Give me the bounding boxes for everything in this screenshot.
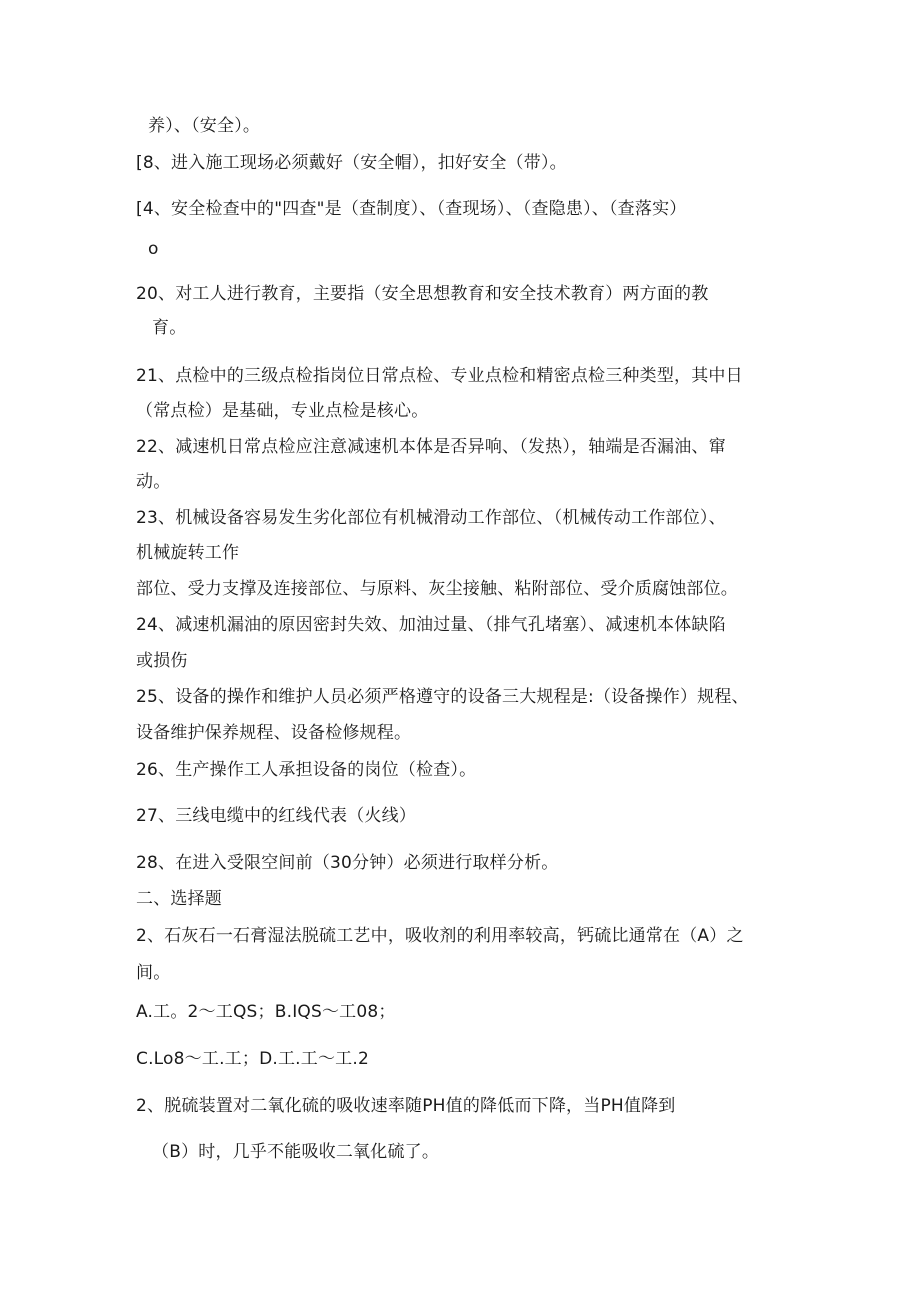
- text-line: o: [148, 239, 159, 259]
- section-heading: 二、选择题: [136, 889, 222, 909]
- text-line: 25、设备的操作和维护人员必须严格遵守的设备三大规程是:（设备操作）规程、: [136, 687, 749, 707]
- text-line: 20、对工人进行教育，主要指（安全思想教育和安全技术教育）两方面的教: [136, 284, 709, 304]
- text-line: 育。: [152, 318, 187, 338]
- text-line: 27、三线电缆中的红线代表（火线）: [136, 806, 417, 826]
- text-line: 机械旋转工作: [136, 543, 240, 563]
- option-line: A.工。2～工QS；B.IQS～工08；: [136, 1002, 396, 1022]
- option-line: C.Lo8～工.工；D.工.工～工.2: [136, 1049, 369, 1069]
- text-line: 22、减速机日常点检应注意减速机本体是否异响、（发热），轴端是否漏油、窜: [136, 437, 726, 457]
- text-line: 或损伤: [136, 651, 188, 671]
- text-line: （B）时，几乎不能吸收二氧化硫了。: [152, 1142, 440, 1162]
- text-line: 23、机械设备容易发生劣化部位有机械滑动工作部位、（机械传动工作部位）、: [136, 508, 726, 528]
- text-line: [8、进入施工现场必须戴好（安全帽），扣好安全（带）。: [136, 153, 567, 173]
- text-line: （常点检）是基础，专业点检是核心。: [136, 401, 429, 421]
- text-line: 动。: [136, 472, 171, 492]
- text-line: 部位、受力支撑及连接部位、与原料、灰尘接触、粘附部位、受介质腐蚀部位。: [136, 579, 738, 599]
- text-line: [4、安全检查中的"四查"是（查制度）、（查现场）、（查隐患）、（查落实）: [136, 199, 687, 219]
- text-line: 养）、（安全）。: [148, 116, 261, 136]
- text-line: 2、脱硫装置对二氧化硫的吸收速率随PH值的降低而下降，当PH值降到: [136, 1096, 676, 1116]
- text-line: 设备维护保养规程、设备检修规程。: [136, 723, 412, 743]
- text-line: 21、点检中的三级点检指岗位日常点检、专业点检和精密点检三种类型，其中日: [136, 366, 743, 386]
- text-line: 26、生产操作工人承担设备的岗位（检查）。: [136, 760, 477, 780]
- text-line: 间。: [136, 963, 171, 983]
- text-line: 28、在进入受限空间前（30分钟）必须进行取样分析。: [136, 853, 559, 873]
- text-line: 24、减速机漏油的原因密封失效、加油过量、（排气孔堵塞）、减速机本体缺陷: [136, 615, 726, 635]
- text-line: 2、石灰石一石膏湿法脱硫工艺中，吸收剂的利用率较高，钙硫比通常在（A）之: [136, 926, 744, 946]
